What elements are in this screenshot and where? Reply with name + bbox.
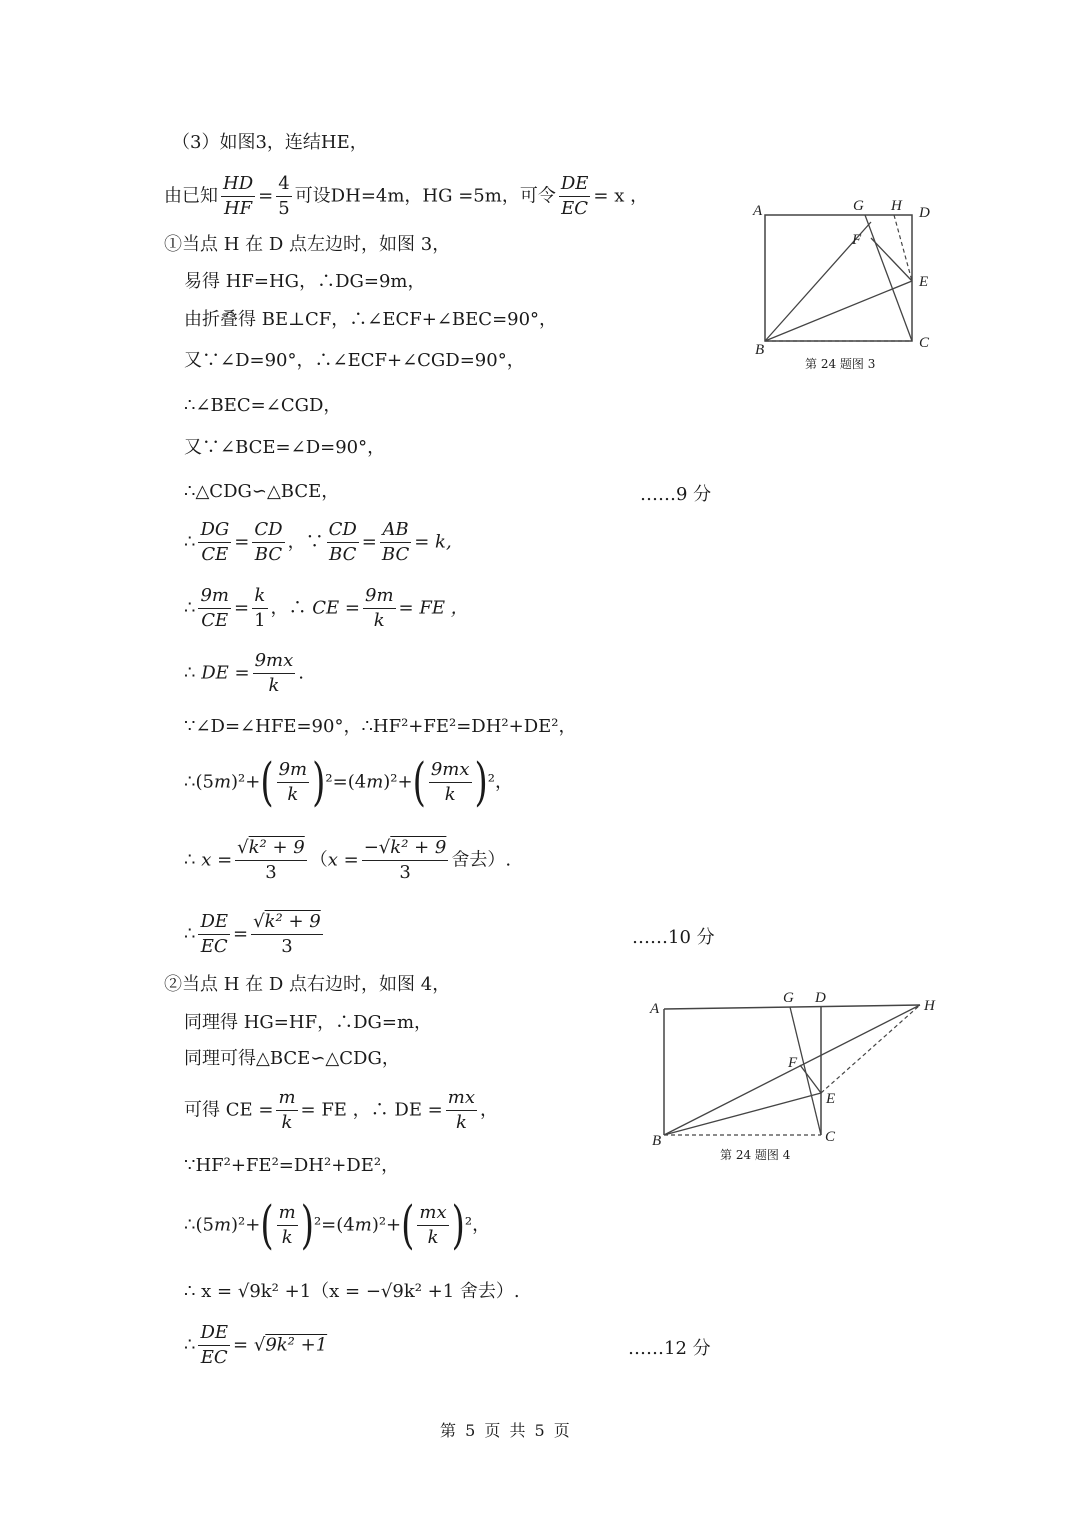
intro-text: 可设DH=4m，HG =5m，可令	[294, 185, 556, 207]
fig4-label-d: D	[815, 990, 826, 1006]
case1-line5: 又∵∠BCE=∠D=90°，	[184, 437, 386, 458]
intro-prefix: 由已知	[164, 185, 218, 207]
fig3-label-h: H	[891, 198, 902, 214]
case1-line11: ∴(5m)²+( $\frac{9m}{k}$ )²=(4m)²+( $\frac{9mx}{k}$ )²，	[184, 752, 514, 813]
fig4-label-h: H	[924, 998, 935, 1014]
case2-line1: 同理得 HG=HF，∴DG=m，	[184, 1012, 433, 1033]
intro-line: 由已知 $\frac{HD}{HF}$ = $\frac{4}{5}$ 可设DH=4m，HG =5m，可令 $\frac{DE}{EC}$ = x ，	[164, 173, 649, 219]
intro-suffix: = x ，	[593, 185, 649, 207]
fig3-label-d: D	[919, 205, 930, 221]
case1-line12: ∴ x = $\frac{\text{√k² + 9}}{3}$ （x = $\frac{\text{−√k² + 9}}{3}$ 舍去）.	[184, 837, 512, 883]
case2-line4: ∵HF²+FE²=DH²+DE²，	[184, 1155, 400, 1176]
fig3-label-e: E	[919, 274, 929, 290]
frac-hd-hf: $\frac{HD}{HF}$	[223, 173, 254, 219]
frac-4-5: $\frac{4}{5}$	[278, 173, 290, 219]
case1-line1: 易得 HF=HG，∴DG=9m，	[184, 271, 426, 292]
case2-line7: ∴ $\frac{DE}{EC}$ = √9k² +1	[184, 1322, 328, 1368]
fig4-caption: 第 24 题图 4	[720, 1148, 791, 1162]
case1-line3: 又∵∠D=90°，∴∠ECF+∠CGD=90°，	[184, 350, 525, 371]
case2-line2: 同理可得△BCE∽△CDG，	[184, 1048, 400, 1069]
case2-line3: 可得 CE = $\frac{m}{k}$ = FE ，∴ DE = $\frac{mx}{k}$ ，	[184, 1087, 499, 1133]
part3-heading: （3）如图3，连结HE，	[172, 132, 368, 153]
figure-3	[745, 190, 945, 365]
score-10: ……10 分	[632, 927, 715, 948]
case1-line9: ∴ DE = $\frac{9mx}{k}$ .	[184, 650, 304, 696]
case1-line10: ∵∠D=∠HFE=90°，∴HF²+FE²=DH²+DE²，	[184, 716, 577, 737]
fig4-label-g: G	[783, 990, 794, 1006]
figure-4	[640, 985, 950, 1155]
fig3-caption: 第 24 题图 3	[805, 357, 876, 371]
fig4-label-b: B	[652, 1133, 662, 1149]
fig4-label-e: E	[826, 1091, 836, 1107]
fig4-label-f: F	[788, 1055, 798, 1071]
case2-title: ②当点 H 在 D 点右边时，如图 4，	[164, 974, 451, 995]
fig4-label-a: A	[650, 1001, 660, 1017]
frac-de-ec: $\frac{DE}{EC}$	[560, 173, 589, 219]
fig3-label-a: A	[753, 203, 763, 219]
fig3-label-c: C	[919, 335, 930, 351]
case1-line13: ∴ $\frac{DE}{EC}$ = $\frac{\text{√k² + 9}}{3}$	[184, 911, 321, 957]
case2-line5: ∴(5m)²+( $\frac{m}{k}$ )²=(4m)²+( $\frac{mx}{k}$ )²，	[184, 1195, 491, 1256]
case1-line6: ∴△CDG∽△BCE，	[184, 481, 340, 502]
case1-line7: ∴ $\frac{DG}{CE}$ = $\frac{CD}{BC}$ ，∵ $\frac{CD}{BC}$ = $\frac{AB}{BC}$ = k,	[184, 519, 452, 565]
fig3-label-f: F	[852, 232, 862, 248]
fig4-label-c: C	[825, 1129, 836, 1145]
score-12: ……12 分	[628, 1338, 711, 1359]
fig3-label-g: G	[853, 198, 864, 214]
case1-line2: 由折叠得 BE⊥CF，∴∠ECF+∠BEC=90°，	[184, 309, 558, 330]
page-footer: 第 5 页 共 5 页	[440, 1421, 572, 1440]
case2-line6: ∴ x = √9k² +1（x = −√9k² +1 舍去）.	[184, 1281, 520, 1302]
case1-title: ①当点 H 在 D 点左边时，如图 3，	[164, 234, 451, 255]
fig3-label-b: B	[755, 342, 765, 358]
score-9: ……9 分	[640, 484, 712, 505]
case1-line4: ∴∠BEC=∠CGD，	[184, 395, 342, 416]
case1-line8: ∴ $\frac{9m}{CE}$ = $\frac{k}{1}$ ，∴ CE = $\frac{9m}{k}$ = FE ，	[184, 585, 469, 631]
